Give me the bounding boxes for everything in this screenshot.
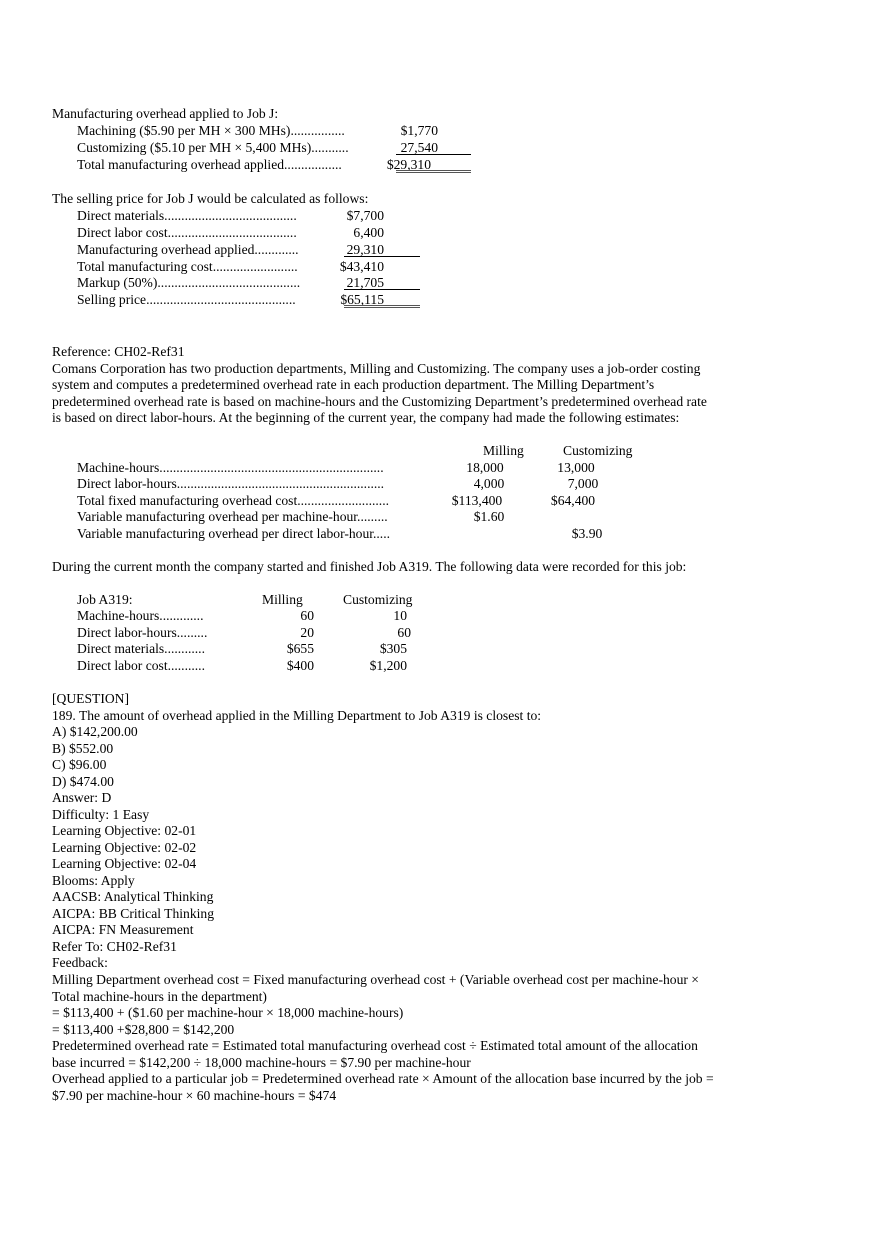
feedback-label: Feedback: <box>52 955 108 970</box>
meta-refer-to: Refer To: CH02-Ref31 <box>52 939 177 954</box>
feedback-line: Overhead applied to a particular job = Predetermined overhead rate × Amount of the allocation base incurred by the job = <box>52 1071 714 1086</box>
meta-learning-objective: Learning Objective: 02-04 <box>52 856 197 871</box>
job-row-label: Direct labor cost........... <box>77 658 205 673</box>
meta-learning-objective: Learning Objective: 02-02 <box>52 840 197 855</box>
job-milling-value: 20 <box>300 625 314 640</box>
overhead-row-value: 27,540 <box>400 140 438 155</box>
meta-answer: Answer: D <box>52 790 112 805</box>
estimates-milling-value: $113,400 <box>451 493 503 508</box>
job-col-customizing: Customizing <box>343 592 413 607</box>
question-text: 189. The amount of overhead applied in the Milling Department to Job A319 is closest to: <box>52 708 542 723</box>
overhead-applied-heading: Manufacturing overhead applied to Job J: <box>52 106 279 121</box>
estimates-customizing-value: $3.90 <box>571 526 603 541</box>
feedback-line: = $113,400 + ($1.60 per machine-hour × 18,000 machine-hours) <box>52 1005 404 1020</box>
job-customizing-value: 10 <box>393 608 407 623</box>
selling-row-value: 6,400 <box>353 225 384 240</box>
subtotal-underline <box>344 289 420 290</box>
job-milling-value: 60 <box>300 608 314 623</box>
feedback-line: = $113,400 +$28,800 = $142,200 <box>52 1022 235 1037</box>
question-tag: [QUESTION] <box>52 691 130 706</box>
meta-aacsb: AACSB: Analytical Thinking <box>52 889 214 904</box>
overhead-row-value: $1,770 <box>400 123 438 138</box>
job-customizing-value: 60 <box>397 625 411 640</box>
job-customizing-value: $305 <box>379 641 407 656</box>
estimates-row-label: Variable manufacturing overhead per machine-hour......... <box>77 509 388 524</box>
estimates-row-label: Machine-hours.................................................................. <box>77 460 384 475</box>
selling-row-value: 29,310 <box>346 242 384 257</box>
reference-paragraph-line: is based on direct labor-hours. At the beginning of the current year, the company had made the following estimates: <box>52 410 680 425</box>
overhead-row-value: $29,310 <box>386 157 431 172</box>
overhead-row-label: Machining ($5.90 per MH × 300 MHs)................ <box>77 123 345 138</box>
job-milling-value: $400 <box>286 658 314 673</box>
estimates-milling-value: $1.60 <box>473 509 505 524</box>
selling-row-label: Direct labor cost...................................... <box>77 225 297 240</box>
feedback-line: Total machine-hours in the department) <box>52 989 267 1004</box>
subtotal-underline <box>344 256 420 257</box>
feedback-line: Milling Department overhead cost = Fixed manufacturing overhead cost + (Variable overhead cost per machine-hour × <box>52 972 699 987</box>
reference-paragraph-line: predetermined overhead rate is based on machine-hours and the Customizing Department’s predetermined overhead rate <box>52 394 707 409</box>
selling-row-label: Manufacturing overhead applied............. <box>77 242 299 257</box>
estimates-row-label: Total fixed manufacturing overhead cost........................... <box>77 493 389 508</box>
total-double-underline <box>396 170 471 173</box>
meta-learning-objective: Learning Objective: 02-01 <box>52 823 197 838</box>
meta-aicpa: AICPA: FN Measurement <box>52 922 194 937</box>
meta-aicpa: AICPA: BB Critical Thinking <box>52 906 215 921</box>
selling-row-label: Selling price............................................ <box>77 292 296 307</box>
selling-row-label: Total manufacturing cost......................... <box>77 259 298 274</box>
feedback-line: Predetermined overhead rate = Estimated total manufacturing overhead cost ÷ Estimated total amount of the allocation <box>52 1038 698 1053</box>
answer-option-b: B) $552.00 <box>52 741 114 756</box>
selling-row-label: Markup (50%).......................................... <box>77 275 301 290</box>
selling-price-heading: The selling price for Job J would be calculated as follows: <box>52 191 369 206</box>
answer-option-d: D) $474.00 <box>52 774 114 789</box>
meta-blooms: Blooms: Apply <box>52 873 135 888</box>
subtotal-underline <box>396 154 471 155</box>
estimates-milling-value: 18,000 <box>466 460 504 475</box>
estimates-customizing-value: $64,400 <box>550 493 596 508</box>
answer-option-c: C) $96.00 <box>52 757 107 772</box>
estimates-milling-value: 4,000 <box>473 476 505 491</box>
job-customizing-value: $1,200 <box>369 658 407 673</box>
total-double-underline <box>344 305 420 308</box>
selling-row-value: $65,115 <box>340 292 384 307</box>
selling-row-label: Direct materials....................................... <box>77 208 297 223</box>
estimates-customizing-value: 7,000 <box>567 476 599 491</box>
job-row-label: Direct labor-hours......... <box>77 625 208 640</box>
estimates-row-label: Direct labor-hours............................................................. <box>77 476 385 491</box>
estimates-col-milling: Milling <box>483 443 524 458</box>
selling-row-value: $43,410 <box>339 259 384 274</box>
meta-difficulty: Difficulty: 1 Easy <box>52 807 150 822</box>
job-milling-value: $655 <box>286 641 314 656</box>
job-row-label: Direct materials............ <box>77 641 205 656</box>
reference-paragraph-line: Comans Corporation has two production departments, Milling and Customizing. The company uses a job-order costing <box>52 361 701 376</box>
overhead-row-label: Customizing ($5.10 per MH × 5,400 MHs)........... <box>77 140 349 155</box>
job-row-label: Machine-hours............. <box>77 608 204 623</box>
overhead-row-label: Total manufacturing overhead applied................. <box>77 157 342 172</box>
feedback-line: $7.90 per machine-hour × 60 machine-hours = $474 <box>52 1088 337 1103</box>
estimates-row-label: Variable manufacturing overhead per direct labor-hour..... <box>77 526 391 541</box>
feedback-line: base incurred = $142,200 ÷ 18,000 machine-hours = $7.90 per machine-hour <box>52 1055 471 1070</box>
estimates-customizing-value: 13,000 <box>557 460 595 475</box>
reference-paragraph-line: system and computes a predetermined overhead rate in each production department. The Milling Department’s <box>52 377 655 392</box>
reference-label: Reference: CH02-Ref31 <box>52 344 185 359</box>
selling-row-value: 21,705 <box>346 275 384 290</box>
estimates-col-customizing: Customizing <box>563 443 633 458</box>
job-intro: During the current month the company started and finished Job A319. The following data were recorded for this job: <box>52 559 687 574</box>
job-title: Job A319: <box>77 592 133 607</box>
selling-row-value: $7,700 <box>346 208 384 223</box>
job-col-milling: Milling <box>262 592 303 607</box>
answer-option-a: A) $142,200.00 <box>52 724 138 739</box>
